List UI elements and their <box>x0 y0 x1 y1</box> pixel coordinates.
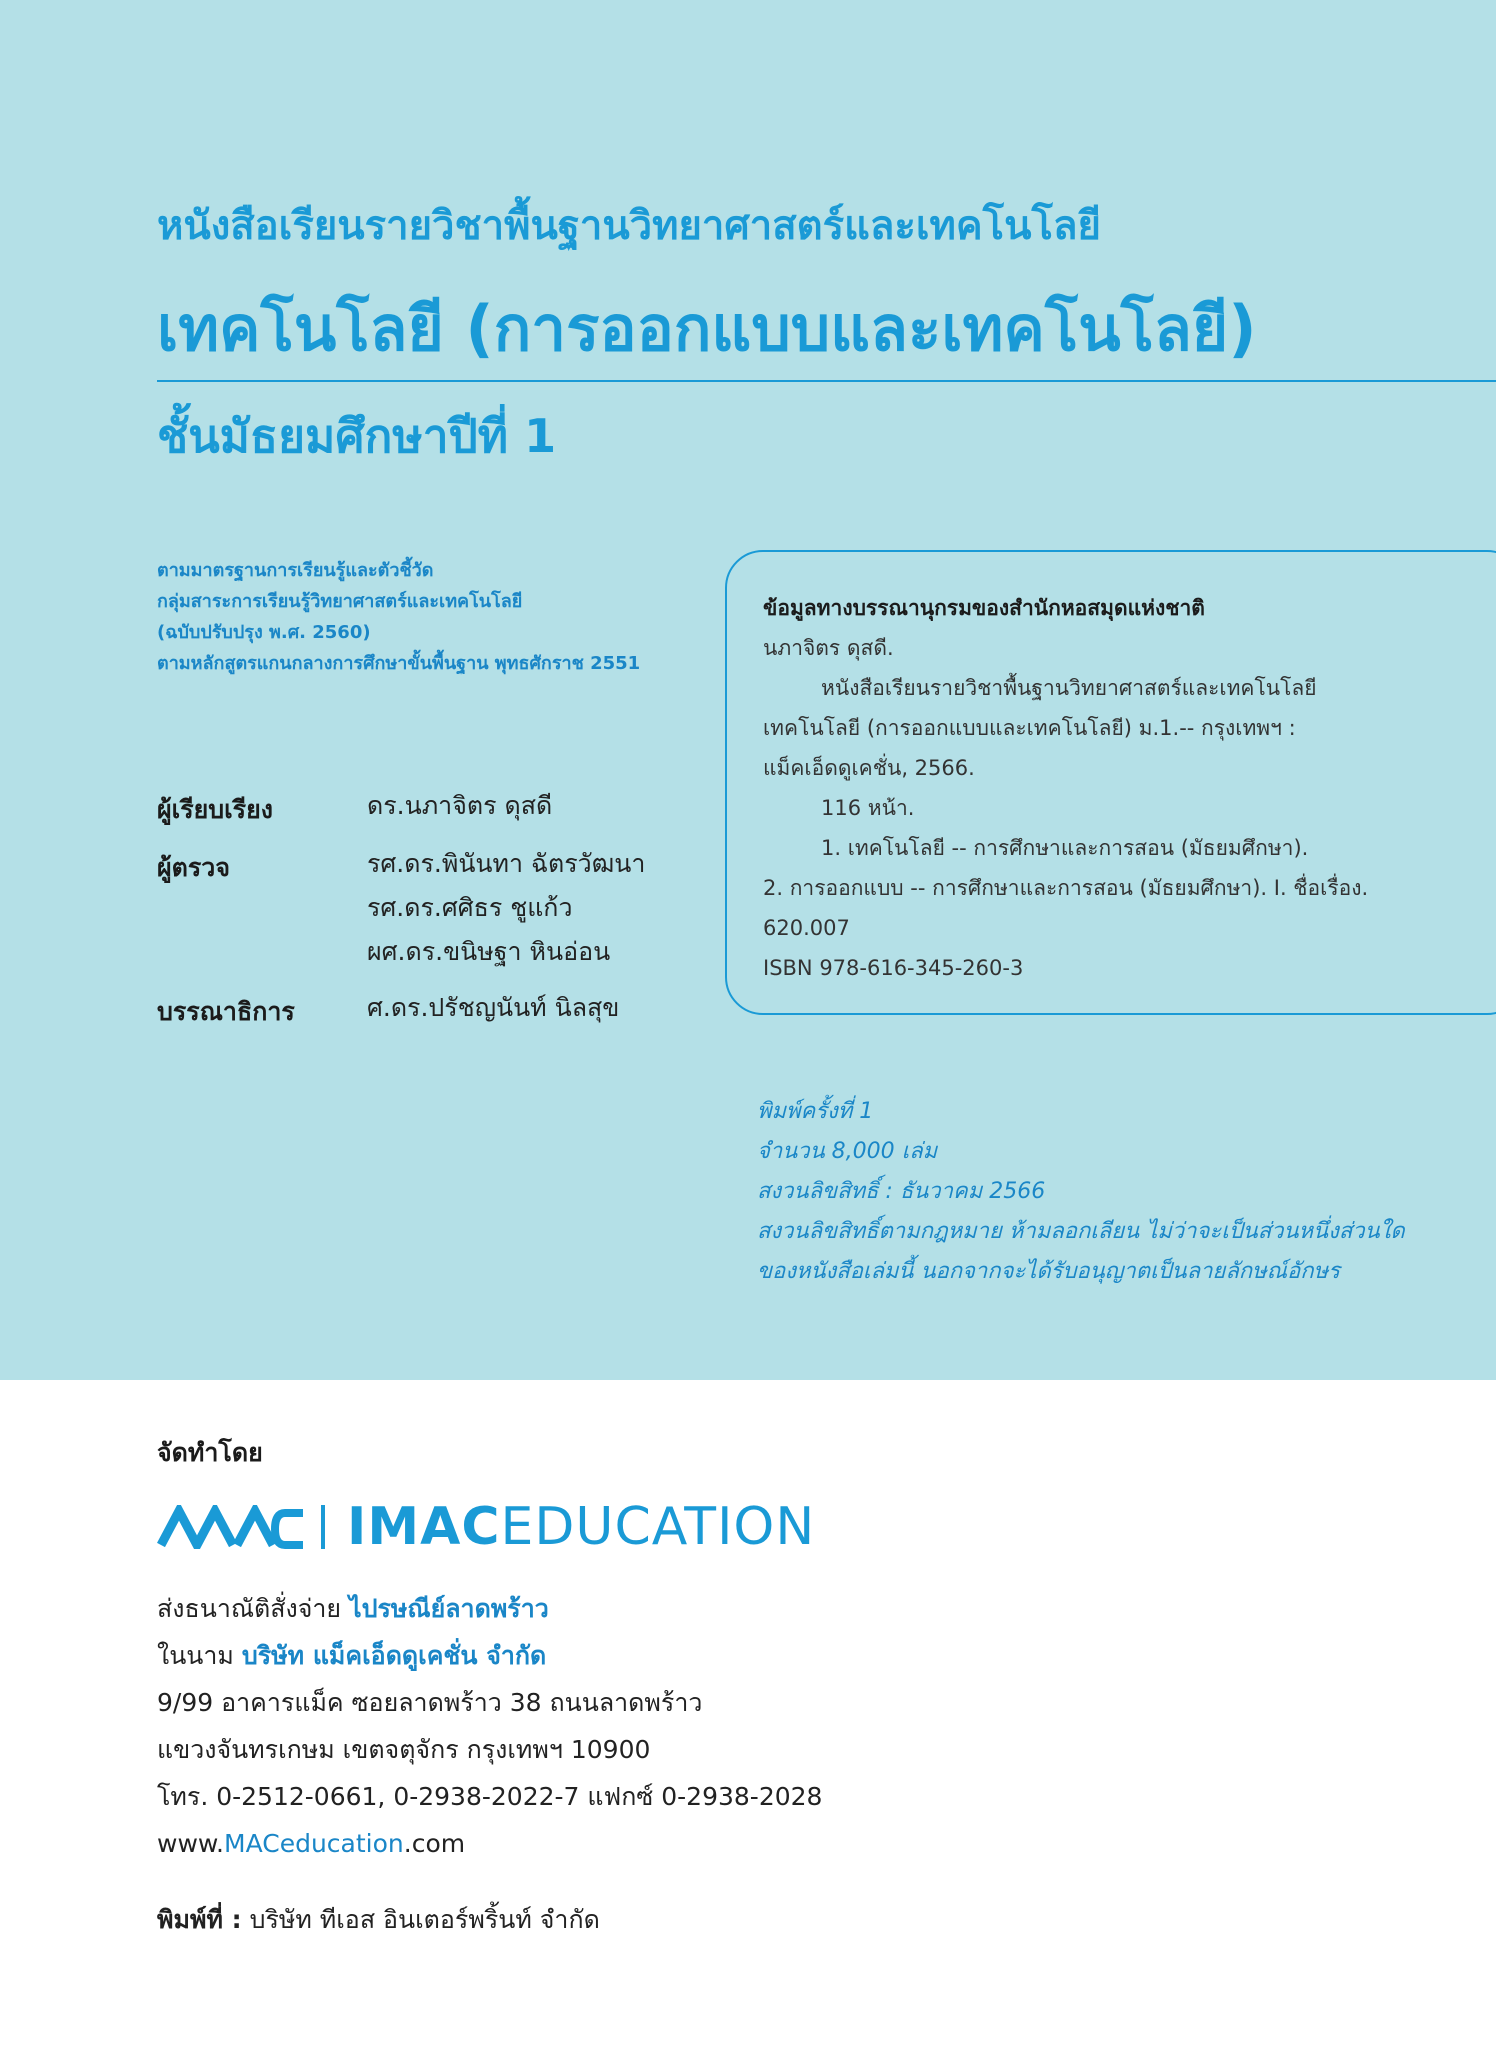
standards-line: กลุ่มสาระการเรียนรู้วิทยาศาสตร์และเทคโนโลยี <box>157 591 523 612</box>
website-accent: MACeducation <box>224 1829 404 1858</box>
logo-wordmark-bold: IMAC <box>347 1497 501 1557</box>
main-title: เทคโนโลยี (การออกแบบและเทคโนโลยี) <box>157 292 1257 365</box>
payee-prefix: ในนาม <box>157 1641 234 1670</box>
logo-divider <box>321 1505 325 1549</box>
cip-subject: 2. การออกแบบ -- การศึกษาและการสอน (มัธยมศึกษา). I. ชื่อเรื่อง. <box>763 876 1369 900</box>
credit-editor <box>157 992 645 1032</box>
website-suffix: .com <box>403 1829 466 1858</box>
print-info <box>757 1092 1405 1292</box>
cip-catalog-box <box>725 550 1496 1015</box>
phone-line: โทร. 0-2512-0661, 0-2938-2022-7 แฟกซ์ 0-2938-2028 <box>157 1782 823 1811</box>
credit-role-label: บรรณาธิการ <box>157 997 295 1026</box>
website-link[interactable] <box>157 1820 822 1867</box>
credit-names <box>367 784 552 830</box>
standards-line: ตามมาตรฐานการเรียนรู้และตัวชี้วัด <box>157 560 434 581</box>
credit-role-label: ผู้ตรวจ <box>157 853 230 882</box>
series-title: หนังสือเรียนรายวิชาพื้นฐานวิทยาศาสตร์และเทคโนโลยี <box>157 203 1101 249</box>
made-by-label: จัดทำโดย <box>157 1438 263 1467</box>
cip-title-line: หนังสือเรียนรายวิชาพื้นฐานวิทยาศาสตร์และเทคโนโลยี <box>821 676 1317 700</box>
title-divider <box>157 380 1496 382</box>
cip-publisher: แม็คเอ็ดดูเคชั่น, 2566. <box>763 756 975 780</box>
address-line: 9/99 อาคารแม็ค ซอยลาดพร้าว 38 ถนนลาดพร้าว <box>157 1688 703 1717</box>
printer-info <box>157 1900 600 1940</box>
publisher-info <box>157 1585 822 1867</box>
credit-name: รศ.ดร.ศศิธร ชูแก้ว <box>367 893 573 922</box>
address-line: แขวงจันทรเกษม เขตจตุจักร กรุงเทพฯ 10900 <box>157 1735 651 1764</box>
print-info-line: พิมพ์ครั้งที่ 1 <box>757 1099 874 1124</box>
logo-wordmark <box>347 1497 815 1557</box>
print-info-line: สงวนลิขสิทธิ์ตามกฎหมาย ห้ามลอกเลียน ไม่ว่าจะเป็นส่วนหนึ่งส่วนใด <box>757 1219 1405 1244</box>
mac-logo-mark-icon <box>157 1505 307 1549</box>
print-info-line: จำนวน 8,000 เล่ม <box>757 1139 938 1164</box>
standards-line: ตามหลักสูตรแกนกลางการศึกษาขั้นพื้นฐาน พุทธศักราช 2551 <box>157 653 641 674</box>
cip-isbn: ISBN 978-616-345-260-3 <box>763 956 1024 980</box>
cip-classification: 620.007 <box>763 916 850 940</box>
credit-name: รศ.ดร.พินันทา ฉัตรวัฒนา <box>367 849 646 878</box>
printer-label: พิมพ์ที่ : <box>157 1905 242 1934</box>
cip-subject: 1. เทคโนโลยี -- การศึกษาและการสอน (มัธยมศึกษา). <box>821 836 1309 860</box>
standards-line: (ฉบับปรับปรุง พ.ศ. 2560) <box>157 622 371 643</box>
imac-education-logo <box>157 1497 815 1557</box>
credit-names <box>367 986 619 1032</box>
print-info-line: สงวนลิขสิทธิ์ : ธันวาคม 2566 <box>757 1179 1046 1204</box>
cip-pages: 116 หน้า. <box>821 796 915 820</box>
printer-name: บริษัท ทีเอส อินเตอร์พริ้นท์ จำกัด <box>249 1905 600 1934</box>
credit-role-label: ผู้เรียบเรียง <box>157 795 273 824</box>
credit-name: ผศ.ดร.ขนิษฐา หินอ่อน <box>367 937 611 966</box>
website-prefix: www. <box>157 1829 224 1858</box>
money-order-prefix: ส่งธนาณัติสั่งจ่าย <box>157 1594 342 1623</box>
grade-level: ชั้นมัธยมศึกษาปีที่ 1 <box>157 409 557 463</box>
money-order-line <box>157 1585 822 1632</box>
credit-reviewers <box>157 848 645 974</box>
cip-heading: ข้อมูลทางบรรณานุกรมของสำนักหอสมุดแห่งชาติ <box>763 596 1205 620</box>
cip-author: นภาจิตร ดุสดี. <box>763 636 894 660</box>
logo-wordmark-light: EDUCATION <box>500 1497 816 1557</box>
payee-highlight: บริษัท แม็คเอ็ดดูเคชั่น จำกัด <box>241 1641 547 1670</box>
print-info-line: ของหนังสือเล่มนี้ นอกจากจะได้รับอนุญาตเป็นลายลักษณ์อักษร <box>757 1259 1340 1284</box>
payee-line <box>157 1632 822 1679</box>
money-order-highlight: ไปรษณีย์ลาดพร้าว <box>349 1594 549 1623</box>
credits <box>157 790 645 1050</box>
credit-compiler <box>157 790 645 830</box>
cip-title-line: เทคโนโลยี (การออกแบบและเทคโนโลยี) ม.1.-- กรุงเทพฯ : <box>763 716 1296 740</box>
credit-name: ศ.ดร.ปรัชญนันท์ นิลสุข <box>367 993 620 1022</box>
credit-names <box>367 842 645 974</box>
credit-name: ดร.นภาจิตร ดุสดี <box>367 791 553 820</box>
curriculum-standards <box>157 555 640 679</box>
